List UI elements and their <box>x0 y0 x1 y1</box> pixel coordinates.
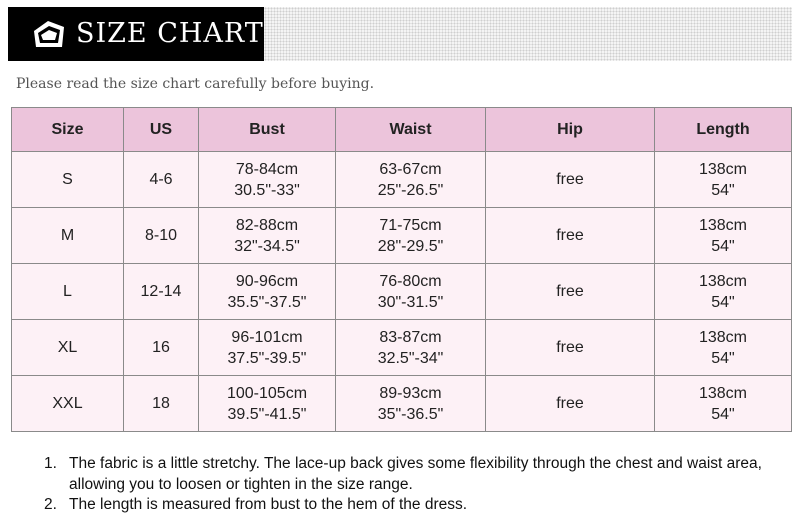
table-row <box>12 264 792 320</box>
length-cell <box>655 376 792 432</box>
length-in: 54" <box>711 293 735 311</box>
waist-cm: 71-75cm <box>379 216 442 234</box>
size-cell: S <box>12 152 124 208</box>
us-cell: 18 <box>124 376 199 432</box>
waist-in: 28"-29.5" <box>377 237 444 255</box>
table-row <box>12 376 792 432</box>
page-subtitle: Please read the size chart carefully before buying. <box>16 76 375 92</box>
length-cm: 138cm <box>698 328 748 346</box>
waist-in: 30"-31.5" <box>377 293 444 311</box>
notes-list <box>44 454 784 516</box>
length-in: 54" <box>711 181 735 199</box>
hip-cell: free <box>486 208 655 264</box>
table-row <box>12 208 792 264</box>
bust-cell <box>199 264 336 320</box>
table-header-row <box>12 108 792 152</box>
waist-cell <box>336 376 486 432</box>
size-cell: XL <box>12 320 124 376</box>
length-cm: 138cm <box>698 216 748 234</box>
header-hip: Hip <box>486 108 655 152</box>
length-cm: 138cm <box>698 272 748 290</box>
waist-in: 25"-26.5" <box>377 181 444 199</box>
bust-cell <box>199 152 336 208</box>
length-cell <box>655 264 792 320</box>
bust-cm: 96-101cm <box>231 328 303 346</box>
list-item <box>44 495 784 516</box>
waist-cm: 76-80cm <box>379 272 442 290</box>
waist-cell <box>336 152 486 208</box>
bust-cell <box>199 208 336 264</box>
hip-cell: free <box>486 264 655 320</box>
bust-in: 32"-34.5" <box>234 237 300 255</box>
note-text: The fabric is a little stretchy. The lace-up back gives some flexibility through the chest and waist area, allowing you to loosen or tighten in the size range. <box>69 455 762 493</box>
header-length: Length <box>655 108 792 152</box>
size-cell: M <box>12 208 124 264</box>
waist-in: 35"-36.5" <box>377 405 444 423</box>
bust-cm: 100-105cm <box>226 384 308 402</box>
length-cell <box>655 320 792 376</box>
waist-in: 32.5"-34" <box>377 349 444 367</box>
us-cell: 8-10 <box>124 208 199 264</box>
tag-icon <box>32 17 66 51</box>
waist-cm: 83-87cm <box>379 328 442 346</box>
size-chart-banner <box>8 7 264 61</box>
table-row <box>12 152 792 208</box>
list-item <box>44 454 784 495</box>
bust-in: 30.5"-33" <box>234 181 300 199</box>
waist-cm: 89-93cm <box>379 384 442 402</box>
size-table <box>11 107 792 432</box>
bust-in: 39.5"-41.5" <box>227 405 307 423</box>
bust-cm: 90-96cm <box>235 272 299 290</box>
bust-cell <box>199 376 336 432</box>
dotted-pattern <box>264 7 792 61</box>
bust-cell <box>199 320 336 376</box>
us-cell: 16 <box>124 320 199 376</box>
header-bust: Bust <box>199 108 336 152</box>
length-cm: 138cm <box>698 160 748 178</box>
us-cell: 4-6 <box>124 152 199 208</box>
size-cell: XXL <box>12 376 124 432</box>
us-cell: 12-14 <box>124 264 199 320</box>
bust-in: 37.5"-39.5" <box>227 349 307 367</box>
banner-title: SIZE CHART <box>76 18 264 49</box>
size-cell: L <box>12 264 124 320</box>
length-in: 54" <box>711 237 735 255</box>
bust-cm: 78-84cm <box>235 160 299 178</box>
length-cell <box>655 152 792 208</box>
header-size: Size <box>12 108 124 152</box>
waist-cell <box>336 264 486 320</box>
waist-cell <box>336 320 486 376</box>
bust-in: 35.5"-37.5" <box>227 293 307 311</box>
header-us: US <box>124 108 199 152</box>
hip-cell: free <box>486 376 655 432</box>
note-number: 1. <box>44 455 57 472</box>
note-number: 2. <box>44 496 57 513</box>
bust-cm: 82-88cm <box>235 216 299 234</box>
waist-cm: 63-67cm <box>379 160 442 178</box>
length-cell <box>655 208 792 264</box>
waist-cell <box>336 208 486 264</box>
length-cm: 138cm <box>698 384 748 402</box>
table-row <box>12 320 792 376</box>
hip-cell: free <box>486 320 655 376</box>
header-waist: Waist <box>336 108 486 152</box>
length-in: 54" <box>711 349 735 367</box>
hip-cell: free <box>486 152 655 208</box>
length-in: 54" <box>711 405 735 423</box>
note-text: The length is measured from bust to the hem of the dress. <box>69 496 468 513</box>
